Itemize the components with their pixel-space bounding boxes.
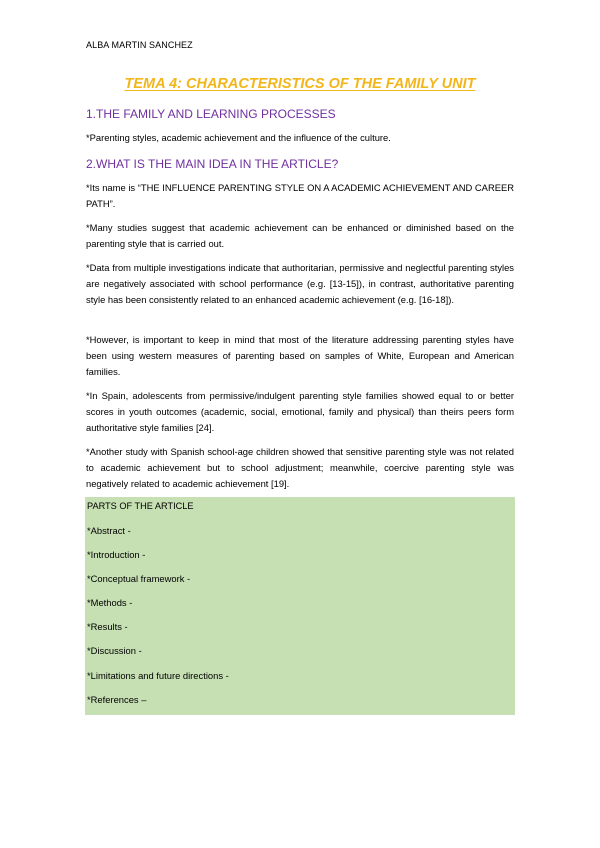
document-title: TEMA 4: CHARACTERISTICS OF THE FAMILY UNIT [124, 76, 476, 92]
section1-text: *Parenting styles, academic achievement and the influence of the culture. [86, 132, 391, 143]
paragraph-another-study: *Another study with Spanish school-age children showed that sensitive parenting style was not related to academic achievement but to school adjustment; meanwhile, coercive parenting style was negatively related to academic achievement [19]. [86, 446, 514, 490]
paragraph-name: *Its name is “THE INFLUENCE PARENTING STYLE ON A ACADEMIC ACHIEVEMENT AND CAREER PATH”. [86, 182, 514, 210]
list-item: *Abstract - [87, 525, 131, 536]
paragraph-studies: *Many studies suggest that academic achievement can be enhanced or diminished based on the parenting style that is carried out. [86, 222, 514, 250]
paragraph-spain: *In Spain, adolescents from permissive/indulgent parenting style families showed equal to or better scores in youth outcomes (academic, social, emotional, family and physical) than theirs peers form authoritative style families [24]. [86, 390, 514, 434]
list-item: *Discussion - [87, 645, 142, 657]
list-item: *Results - [87, 621, 128, 633]
list-item: *Introduction - [87, 549, 146, 561]
list-item: *Conceptual framework - [87, 573, 191, 585]
parts-list [87, 523, 229, 716]
author-header: ALBA MARTIN SANCHEZ [86, 40, 193, 50]
section2-heading: 2.WHAT IS THE MAIN IDEA IN THE ARTICLE? [86, 157, 339, 171]
paragraph-western-measures: *However, is important to keep in mind that most of the literature addressing parenting styles have been using western measures of parenting based on samples of White, European and American families. [86, 334, 514, 378]
parts-of-article-box [85, 497, 515, 715]
parts-title: PARTS OF THE ARTICLE [87, 501, 194, 511]
list-item: *References – [87, 693, 147, 705]
list-item: *Limitations and future directions - [87, 669, 229, 681]
list-item: *Methods - [87, 597, 133, 609]
paragraph-investigations: *Data from multiple investigations indicate that authoritarian, permissive and neglectful parenting styles are negatively associated with school performance (e.g. [13-15]), in contrast, authoritative parenting style has been consistently related to an enhanced academic achievement (e.g. [16-18]). [86, 262, 514, 306]
section1-heading: 1.THE FAMILY AND LEARNING PROCESSES [86, 107, 336, 121]
